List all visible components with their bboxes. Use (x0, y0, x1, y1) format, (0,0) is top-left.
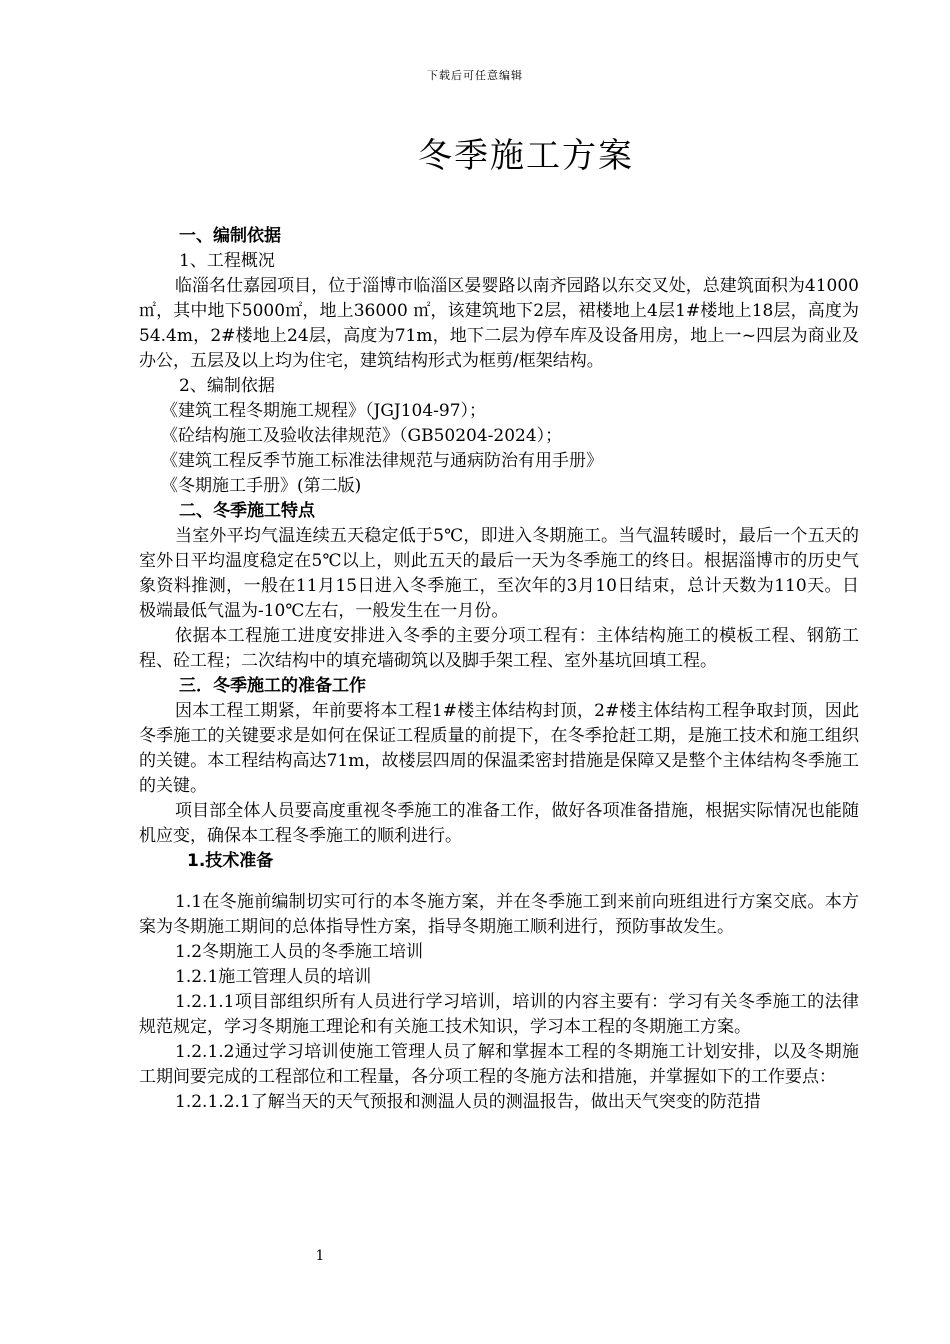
section2-heading: 二、冬季施工特点 (179, 501, 315, 521)
clause-1-1: 1.1在冬施前编制切实可行的本冬施方案，并在冬季施工到来前向班组进行方案交底。本方案为冬期施工期间的总体指导性方案，指导冬期施工顺利进行，预防事故发生。 (139, 892, 859, 937)
page-title: 冬季施工方案 (418, 136, 634, 176)
technical-prep-heading: 1.技术准备 (187, 851, 274, 871)
reference-item: 《建筑工程反季节施工标准法律规范与通病防治有用手册》 (161, 451, 603, 471)
section1-para1: 临淄名仕嘉园项目，位于淄博市临淄区晏婴路以南齐园路以东交叉处，总建筑面积为41000 ㎡，其中地下5000㎡，地上36000 ㎡，该建筑地下2层，裙楼地上4层1#楼地上18层，高度为54.4m，2#楼地上24层，高度为71m，地下二层为停车库及设备用房，地上一~四层为商业及办公，五层及以上均为住宅，建筑结构形式为框剪/框架结构。 (139, 276, 859, 371)
clause-1-2: 1.2冬期施工人员的冬季施工培训 (175, 942, 424, 962)
section3-para1: 因本工程工期紧，年前要将本工程1#楼主体结构封顶，2#楼主体结构工程争取封顶，因此冬季施工的关键要求是如何在保证工程质量的前提下，在冬季抢赶工期，是施工技术和施工组织的关键。本工程结构高达71m，故楼层四周的保温柔密封措施是保障又是整个主体结构冬季施工的关键。 (139, 701, 859, 796)
header-note: 下载后可任意编辑 (427, 69, 523, 82)
section3-para2: 项目部全体人员要高度重视冬季施工的准备工作，做好各项准备措施，根据实际情况也能随机应变，确保本工程冬季施工的顺利进行。 (139, 801, 859, 846)
reference-item: 《建筑工程冬期施工规程》（JGJ104-97）； (161, 401, 487, 421)
clause-1-2-1-2-1: 1.2.1.2.1了解当天的天气预报和测温人员的测温报告，做出天气突变的防范措 (175, 1092, 761, 1112)
page-number: 1 (315, 1248, 325, 1264)
section2-para1: 当室外平均气温连续五天稳定低于5℃，即进入冬期施工。当气温转暖时，最后一个五天的室外日平均温度稳定在5℃以上，则此五天的最后一天为冬季施工的终日。根据淄博市的历史气象资料推测，一般在11月15日进入冬季施工，至次年的3月10日结束，总计天数为110天。日极端最低气温为-10℃左右，一般发生在一月份。 (139, 526, 859, 621)
clause-1-2-1-2: 1.2.1.2通过学习培训使施工管理人员了解和掌握本工程的冬期施工计划安排，以及冬期施工期间要完成的工程部位和工程量，各分项工程的冬施方法和措施，并掌握如下的工作要点： (139, 1042, 859, 1087)
section1-sub1: 1、工程概况 (179, 251, 275, 271)
section2-para2: 依据本工程施工进度安排进入冬季的主要分项工程有：主体结构施工的模板工程、钢筋工程、砼工程；二次结构中的填充墙砌筑以及脚手架工程、室外基坑回填工程。 (139, 626, 859, 671)
document-body (139, 224, 859, 1115)
clause-1-2-1: 1.2.1施工管理人员的培训 (175, 967, 372, 987)
section1-heading: 一、编制依据 (179, 226, 281, 246)
section3-heading: 三．冬季施工的准备工作 (179, 676, 366, 696)
spacer (139, 874, 859, 890)
reference-item: 《砼结构施工及验收法律规范》（GB50204-2024）； (161, 426, 563, 446)
reference-item: 《冬期施工手册》(第二版) (161, 476, 362, 496)
clause-1-2-1-1: 1.2.1.1项目部组织所有人员进行学习培训，培训的内容主要有：学习有关冬季施工的法律规范规定，学习冬期施工理论和有关施工技术知识，学习本工程的冬期施工方案。 (139, 992, 859, 1037)
section1-sub2: 2、编制依据 (179, 376, 275, 396)
